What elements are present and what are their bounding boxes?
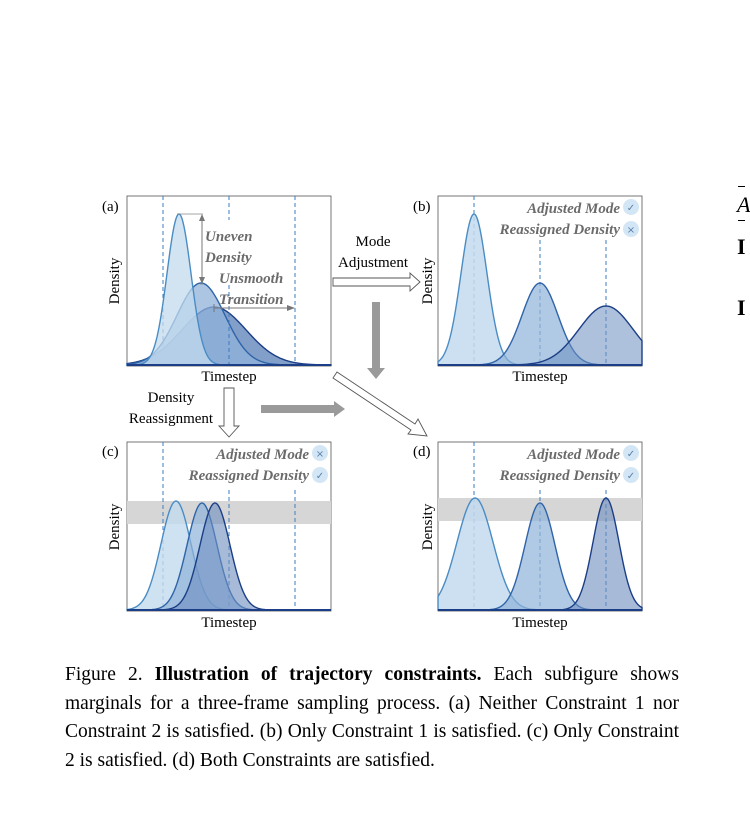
check-icon: ✓ (626, 449, 636, 460)
panel-c-ylabel: Density (107, 503, 123, 551)
panel-d-ylabel: Density (420, 503, 436, 551)
panel-a-ylabel: Density (107, 257, 123, 305)
badge-c-adjusted-mode: Adjusted Mode (216, 447, 309, 463)
unsmooth-arrow-head (287, 305, 295, 311)
edge-fragment-2: I (737, 234, 746, 259)
panel-b (413, 196, 642, 385)
gray-arrow-down (367, 302, 385, 379)
figure-caption (65, 661, 679, 775)
badge-c-reassigned-density: Reassigned Density (188, 468, 309, 484)
edge-line (738, 186, 745, 187)
caption-title: Illustration of trajectory constraints. (154, 664, 482, 685)
panel-b-ylabel: Density (420, 257, 436, 305)
gray-arrow-right (261, 401, 345, 417)
panel-c-xlabel: Timestep (201, 615, 257, 631)
panel-a-label: (a) (102, 199, 119, 215)
edge-line-2 (738, 220, 745, 221)
badge-b-reassigned-density: Reassigned Density (499, 222, 620, 238)
panel-a-xlabel: Timestep (201, 369, 257, 385)
badge-b-adjusted-mode: Adjusted Mode (527, 201, 620, 217)
caption-body: Each subfigure shows marginals for a three-frame sampling process. (a) Neither Constraint 1 nor Constraint 2 is satisfied. (b) Only Constraint 1 is satisfied. (c) Only Constraint 2 is satisfied. (d) Both Constraints are satisfied. (65, 664, 679, 771)
panel-d-xlabel: Timestep (512, 615, 568, 631)
density-reassignment-label-2: Reassignment (128, 411, 214, 427)
panel-c (102, 442, 331, 631)
check-icon: ✓ (315, 471, 325, 482)
annotation-uneven-2: Density (205, 250, 252, 266)
annotation-unsmooth-1: Unsmooth (219, 271, 284, 287)
badge-d-adjusted-mode: Adjusted Mode (527, 447, 620, 463)
panel-b-label: (b) (413, 199, 431, 215)
diagonal-arrow (333, 372, 427, 436)
mode-adjustment-arrow (333, 273, 420, 291)
caption-prefix: Figure 2. (65, 664, 155, 685)
mode-adjustment-label-2: Adjustment (338, 255, 408, 271)
check-icon: ✓ (626, 471, 636, 482)
cross-icon: × (626, 225, 636, 236)
check-icon: ✓ (626, 203, 636, 214)
density-reassignment-label-1: Density (147, 390, 195, 406)
uneven-arrow-head-top (199, 214, 205, 221)
edge-fragment-3: I (737, 295, 746, 320)
cross-icon: × (315, 449, 325, 460)
panel-b-xlabel: Timestep (512, 369, 568, 385)
annotation-uneven-1: Uneven (205, 229, 253, 245)
panel-c-label: (c) (102, 444, 119, 460)
badge-d-reassigned-density: Reassigned Density (499, 468, 620, 484)
panel-d-label: (d) (413, 444, 431, 460)
annotation-unsmooth-2: Transition (219, 292, 284, 308)
panel-d (413, 442, 642, 631)
density-reassignment-arrow (219, 388, 239, 437)
panel-a (102, 196, 331, 385)
edge-fragment-1: A (737, 192, 750, 217)
mode-adjustment-label-1: Mode (355, 234, 391, 250)
